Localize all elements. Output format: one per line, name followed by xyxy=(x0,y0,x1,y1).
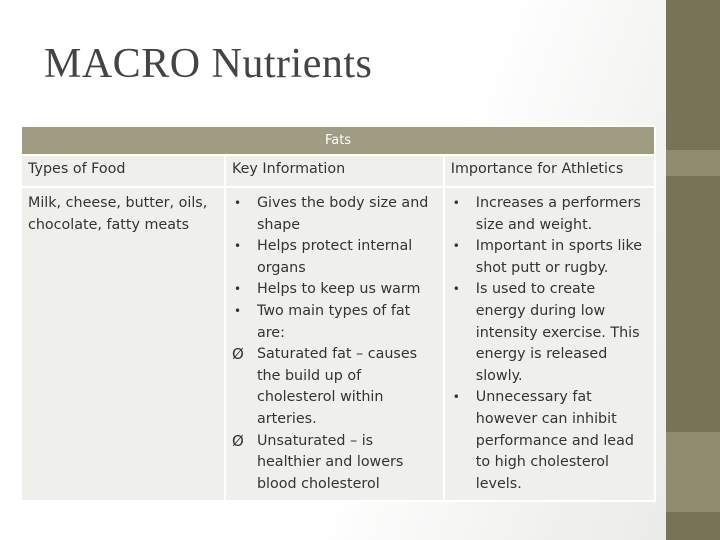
list-item xyxy=(232,301,437,344)
list-item xyxy=(451,387,648,495)
list-item xyxy=(232,431,437,496)
bullet-icon: • xyxy=(233,303,242,318)
arrow-bullet-icon: Ø xyxy=(231,345,244,364)
fats-table xyxy=(20,125,656,502)
bullet-icon: • xyxy=(452,390,460,405)
bullet-icon: • xyxy=(233,196,242,210)
header-key-information: Key Information xyxy=(226,156,443,186)
list-item-text: Gives the body size and shape xyxy=(256,195,429,233)
list-item-text: Unnecessary fat however can inhibit performance and lead to high cholesterol levels. xyxy=(475,389,634,492)
types-of-food-text: Milk, cheese, butter, oils, chocolate, fatty meats xyxy=(28,195,208,233)
key-information-list xyxy=(232,193,437,495)
list-item-text: Two main types of fat are: xyxy=(256,302,411,341)
arrow-bullet-icon: Ø xyxy=(231,431,244,450)
bullet-icon: • xyxy=(452,239,460,254)
sidebar-accent-top xyxy=(666,150,720,176)
list-item-text: Unsaturated – is healthier and lowers blood cholesterol xyxy=(256,432,404,492)
sidebar-accent-bottom xyxy=(666,432,720,512)
table-row xyxy=(22,188,654,500)
list-item xyxy=(232,344,437,430)
slide-title: MACRO Nutrients xyxy=(44,41,373,87)
list-item xyxy=(451,193,648,236)
importance-list xyxy=(451,193,648,495)
list-item xyxy=(451,236,648,279)
bullet-icon: • xyxy=(452,282,460,297)
table-caption: Fats xyxy=(22,127,654,154)
bullet-icon: • xyxy=(233,239,242,254)
decorative-sidebar xyxy=(666,0,720,540)
importance-cell xyxy=(445,188,654,500)
list-item-text: Saturated fat – causes the build up of cholesterol within arteries. xyxy=(256,346,418,427)
list-item xyxy=(451,279,648,387)
list-item xyxy=(232,236,437,279)
list-item-text: Important in sports like shot putt or rugby. xyxy=(475,238,643,276)
bullet-icon: • xyxy=(452,196,460,210)
list-item xyxy=(232,279,437,301)
key-information-cell xyxy=(226,188,443,500)
header-types-of-food: Types of Food xyxy=(22,156,224,186)
list-item xyxy=(232,193,437,236)
header-row xyxy=(22,156,654,186)
header-importance: Importance for Athletics xyxy=(445,156,654,186)
caption-row xyxy=(22,127,654,154)
bullet-icon: • xyxy=(233,282,242,297)
list-item-text: Is used to create energy during low intensity exercise. This energy is released slowly. xyxy=(475,281,640,384)
list-item-text: Increases a performers size and weight. xyxy=(475,195,641,233)
list-item-text: Helps protect internal organs xyxy=(256,238,413,276)
list-item-text: Helps to keep us warm xyxy=(256,281,421,298)
types-of-food-cell xyxy=(22,188,224,500)
